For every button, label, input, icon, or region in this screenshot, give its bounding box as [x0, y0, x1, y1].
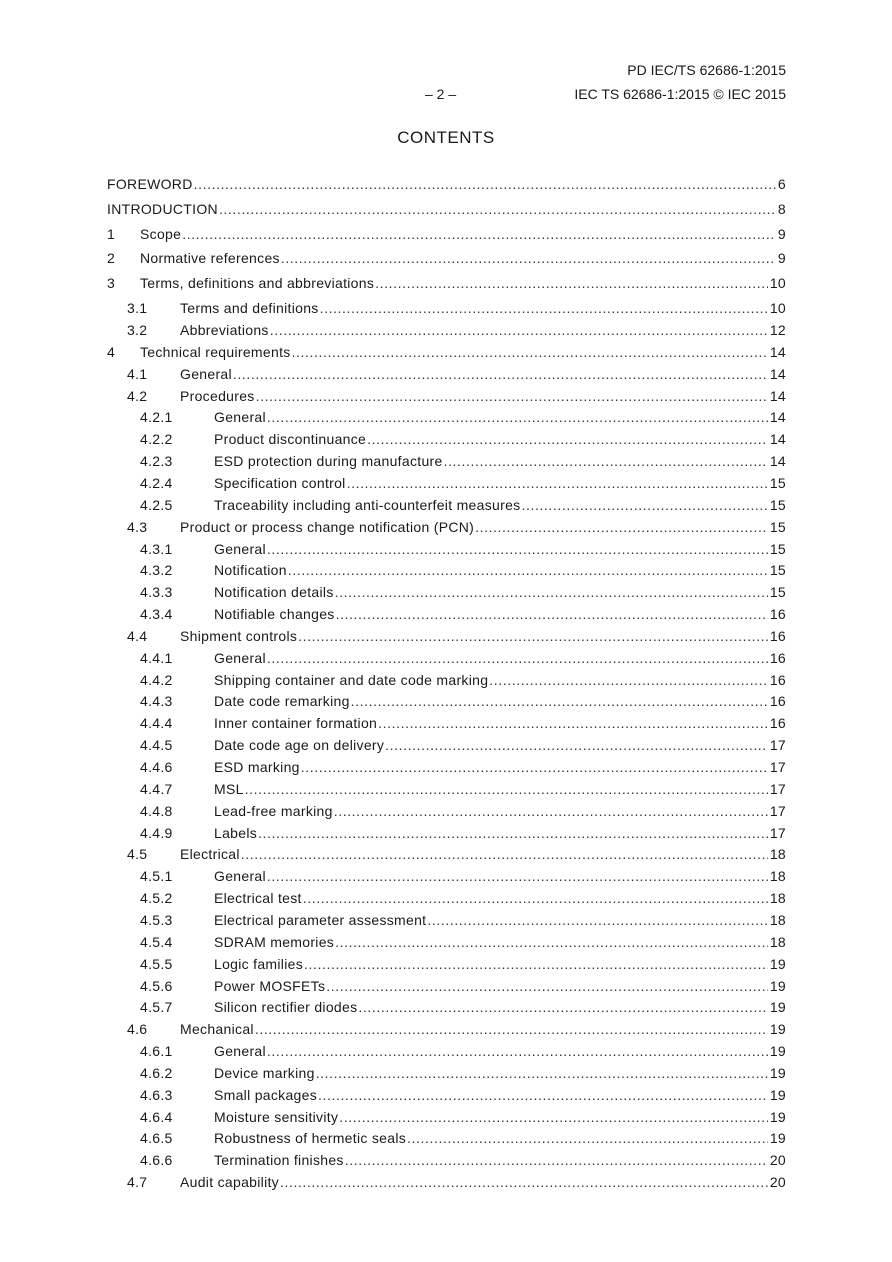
- dot-leader: [255, 1021, 768, 1037]
- toc-entry-number: 4.4.1: [140, 649, 173, 666]
- toc-entry-number: 4.5.6: [140, 977, 173, 994]
- toc-entry[interactable]: [107, 693, 786, 709]
- toc-entry-title: Small packages: [214, 1086, 318, 1103]
- toc-entry-title: Notification: [214, 562, 287, 579]
- dot-leader: [318, 1087, 768, 1103]
- toc-entry[interactable]: [107, 978, 786, 994]
- page-title: CONTENTS: [397, 128, 495, 147]
- toc-entry-page: 16: [769, 693, 786, 710]
- dot-leader: [219, 201, 776, 217]
- toc-entry-number: 2: [107, 250, 116, 267]
- toc-entry[interactable]: [107, 1065, 786, 1081]
- toc-entry-title: Abbreviations: [180, 322, 269, 338]
- toc-entry-page: 19: [769, 1108, 786, 1125]
- toc-entry[interactable]: [107, 1021, 786, 1037]
- dot-leader: [444, 453, 768, 469]
- toc-entry-page: 18: [769, 911, 786, 928]
- toc-entry-title: Traceability including anti-counterfeit measures: [214, 496, 521, 513]
- toc-entry-number: 4.4.9: [140, 824, 173, 841]
- toc-entry-number: 4.6.6: [140, 1152, 173, 1169]
- toc-entry-number: 4.5.4: [140, 933, 173, 950]
- toc-entry-number: 4.4.3: [140, 693, 173, 710]
- dot-leader: [427, 912, 767, 928]
- toc-entry-page: 18: [769, 868, 786, 885]
- toc-entry-title: Date code age on delivery: [214, 737, 385, 754]
- toc-entry-number: 4.2.1: [140, 409, 173, 426]
- toc-entry[interactable]: [107, 628, 786, 644]
- toc-entry-number: 4.3.2: [140, 562, 173, 579]
- toc-entry[interactable]: [107, 650, 786, 666]
- toc-entry-number: 4.5.1: [140, 868, 173, 885]
- dot-leader: [194, 176, 776, 192]
- toc-entry-page: 9: [777, 250, 786, 267]
- toc-entry-page: 14: [769, 365, 786, 382]
- toc-entry-page: 15: [769, 540, 786, 557]
- toc-entry-page: 14: [769, 409, 786, 426]
- dot-leader: [233, 366, 768, 382]
- toc-entry-page: 19: [769, 1043, 786, 1060]
- toc-entry[interactable]: [107, 846, 786, 862]
- toc-entry-page: 20: [769, 1174, 786, 1191]
- toc-entry-number: 4.6.3: [140, 1086, 173, 1103]
- toc-entry-title: Normative references: [140, 250, 280, 267]
- toc-entry[interactable]: [107, 715, 786, 731]
- toc-entry-page: 16: [769, 627, 786, 644]
- toc-entry-page: 19: [769, 955, 786, 972]
- toc-entry-number: 3.2: [127, 322, 148, 338]
- toc-entry-title: SDRAM memories: [214, 933, 335, 950]
- toc-entry-number: 3.1: [127, 300, 148, 316]
- dot-leader: [241, 846, 768, 862]
- toc-entry-title: Product discontinuance: [214, 431, 367, 448]
- toc-entry[interactable]: [107, 344, 786, 360]
- toc-entry-number: 4.7: [127, 1174, 148, 1191]
- toc-entry-number: 4.6.1: [140, 1043, 173, 1060]
- toc-entry-number: 4.5.5: [140, 955, 173, 972]
- toc-entry-page: 9: [777, 225, 786, 242]
- toc-entry-title: Electrical parameter assessment: [214, 911, 427, 928]
- toc-entry-page: 14: [769, 453, 786, 470]
- dot-leader: [303, 890, 768, 906]
- dot-leader: [267, 409, 768, 425]
- toc-entry-title: Power MOSFETs: [214, 977, 326, 994]
- toc-entry-page: 19: [769, 1021, 786, 1038]
- dot-leader: [256, 388, 768, 404]
- toc-entry-number: 4.3.1: [140, 540, 173, 557]
- toc-entry-title: Notification details: [214, 584, 334, 601]
- toc-entry[interactable]: [107, 562, 786, 578]
- toc-entry[interactable]: [107, 890, 786, 906]
- toc-entry-page: 17: [769, 780, 786, 797]
- dot-leader: [347, 475, 768, 491]
- toc-entry[interactable]: [107, 912, 786, 928]
- toc-entry-title: Silicon rectifier diodes: [214, 999, 358, 1016]
- toc-entry-page: 15: [769, 584, 786, 601]
- toc-entry-number: 4.3: [127, 518, 148, 535]
- header-page-number: – 2 –: [425, 86, 457, 102]
- toc-entry-page: 14: [769, 343, 786, 360]
- toc-entry-page: 15: [769, 496, 786, 513]
- toc-entry-title: MSL: [214, 780, 244, 797]
- toc-entry-number: 1: [107, 225, 116, 242]
- toc-entry-page: 8: [777, 200, 786, 217]
- toc-entry[interactable]: [107, 1174, 786, 1190]
- toc-entry-title: General: [214, 540, 266, 557]
- toc-entry[interactable]: [107, 275, 786, 291]
- dot-leader: [281, 250, 776, 266]
- toc-entry-title: Notifiable changes: [214, 606, 335, 623]
- dot-leader: [336, 606, 768, 622]
- toc-entry[interactable]: [107, 366, 786, 382]
- toc-entry[interactable]: [107, 781, 786, 797]
- dot-leader: [267, 1043, 768, 1059]
- toc-entry-number: 4.1: [127, 365, 148, 382]
- toc-entry-page: 19: [769, 1086, 786, 1103]
- toc-entry-title: ESD marking: [214, 759, 300, 775]
- dot-leader: [320, 300, 768, 316]
- toc-entry[interactable]: [107, 176, 786, 192]
- toc-entry-title: FOREWORD: [107, 176, 193, 192]
- toc-entry-page: 20: [769, 1152, 786, 1169]
- toc-entry[interactable]: [107, 250, 786, 266]
- toc-entry[interactable]: [107, 934, 786, 950]
- dot-leader: [301, 759, 768, 775]
- toc-entry-title: Electrical test: [214, 890, 302, 907]
- toc-entry-number: 4.2.3: [140, 453, 173, 470]
- toc-entry-number: 4.5.3: [140, 911, 173, 928]
- toc-entry-title: Termination finishes: [214, 1152, 344, 1169]
- toc-entry-number: 4.5.7: [140, 999, 173, 1016]
- dot-leader: [245, 781, 768, 797]
- dot-leader: [351, 693, 768, 709]
- toc-entry-page: 15: [769, 518, 786, 535]
- toc-entry-title: Product or process change notification (PCN): [180, 518, 475, 535]
- toc-entry-page: 19: [769, 999, 786, 1016]
- toc-entry-page: 14: [769, 431, 786, 448]
- toc-entry[interactable]: [107, 1130, 786, 1146]
- toc-entry-title: Technical requirements: [140, 343, 291, 360]
- toc-entry-page: 17: [769, 802, 786, 819]
- toc-entry-title: Procedures: [180, 387, 255, 404]
- toc-entry-page: 12: [769, 322, 786, 338]
- toc-entry-number: 4.4.6: [140, 759, 173, 775]
- toc-entry-page: 18: [769, 890, 786, 907]
- toc-entry-title: Shipping container and date code marking: [214, 671, 489, 688]
- toc-entry-title: Logic families: [214, 955, 304, 972]
- toc-entry[interactable]: [107, 868, 786, 884]
- toc-entry-page: 19: [769, 1130, 786, 1147]
- toc-entry[interactable]: [107, 956, 786, 972]
- toc-entry-page: 16: [769, 606, 786, 623]
- dot-leader: [270, 322, 768, 338]
- toc-entry-page: 10: [769, 300, 786, 316]
- toc-entry-page: 16: [769, 671, 786, 688]
- dot-leader: [407, 1130, 768, 1146]
- toc-entry[interactable]: [107, 453, 786, 469]
- dot-leader: [292, 344, 768, 360]
- toc-entry-page: 17: [769, 759, 786, 775]
- toc-entry-title: Lead-free marking: [214, 802, 333, 819]
- toc-entry-title: General: [214, 649, 266, 666]
- dot-leader: [385, 737, 768, 753]
- toc-entry-title: Audit capability: [180, 1174, 279, 1191]
- toc-entry-number: 4.6.4: [140, 1108, 173, 1125]
- toc-entry[interactable]: [107, 584, 786, 600]
- toc-entry[interactable]: [107, 803, 786, 819]
- toc-entry-number: 4.4.4: [140, 715, 173, 732]
- toc-entry-page: 14: [769, 387, 786, 404]
- toc-entry-number: 4.4.5: [140, 737, 173, 754]
- toc-entry[interactable]: [107, 519, 786, 535]
- toc-entry-page: 18: [769, 846, 786, 863]
- toc-entry-number: 4.5: [127, 846, 148, 863]
- toc-entry[interactable]: [107, 388, 786, 404]
- toc-entry-page: 19: [769, 977, 786, 994]
- toc-entry[interactable]: [107, 541, 786, 557]
- toc-entry-page: 16: [769, 715, 786, 732]
- header-copyright: IEC TS 62686-1:2015 © IEC 2015: [574, 86, 786, 102]
- toc-entry-number: 4.2.4: [140, 474, 173, 491]
- toc-entry[interactable]: [107, 1043, 786, 1059]
- toc-entry-number: 4.4: [127, 627, 148, 644]
- toc-entry-number: 4: [107, 343, 116, 360]
- toc-entry[interactable]: [107, 1109, 786, 1125]
- toc-entry[interactable]: [107, 226, 786, 242]
- toc-entry[interactable]: [107, 606, 786, 622]
- toc-entry[interactable]: [107, 999, 786, 1015]
- toc-entry[interactable]: [107, 737, 786, 753]
- dot-leader: [298, 628, 768, 644]
- toc-entry-title: Specification control: [214, 474, 346, 491]
- toc-entry-number: 4.6.2: [140, 1064, 173, 1081]
- toc-entry-page: 19: [769, 1064, 786, 1081]
- toc-entry-title: General: [214, 409, 266, 426]
- dot-leader: [182, 226, 776, 242]
- toc-entry-number: 3: [107, 275, 116, 292]
- toc-entry-number: 4.6: [127, 1021, 148, 1038]
- dot-leader: [288, 562, 768, 578]
- toc-entry[interactable]: [107, 475, 786, 491]
- toc-entry-title: Inner container formation: [214, 715, 378, 732]
- dot-leader: [345, 1152, 768, 1168]
- toc-entry-title: Scope: [140, 225, 182, 242]
- toc-entry-title: General: [214, 868, 266, 885]
- toc-entry-page: 17: [769, 737, 786, 754]
- toc-entry[interactable]: [107, 300, 786, 316]
- toc-entry-title: Mechanical: [180, 1021, 254, 1038]
- toc-entry-number: 4.2.5: [140, 496, 173, 513]
- toc-entry[interactable]: [107, 825, 786, 841]
- dot-leader: [339, 1109, 768, 1125]
- dot-leader: [304, 956, 768, 972]
- toc-entry-number: 4.3.3: [140, 584, 173, 601]
- dot-leader: [280, 1174, 768, 1190]
- dot-leader: [267, 650, 768, 666]
- toc-entry[interactable]: [107, 1152, 786, 1168]
- toc-entry-page: 17: [769, 824, 786, 841]
- header-standard-number: PD IEC/TS 62686-1:2015: [627, 62, 786, 78]
- toc-entry-number: 4.2: [127, 387, 148, 404]
- toc-entry-title: General: [214, 1043, 266, 1060]
- dot-leader: [358, 999, 767, 1015]
- dot-leader: [258, 825, 768, 841]
- toc-entry-title: Date code remarking: [214, 693, 350, 710]
- toc-entry-title: Robustness of hermetic seals: [214, 1130, 407, 1147]
- dot-leader: [267, 868, 768, 884]
- dot-leader: [316, 1065, 768, 1081]
- toc-entry[interactable]: [107, 1087, 786, 1103]
- toc-entry[interactable]: [107, 497, 786, 513]
- toc-entry-title: Moisture sensitivity: [214, 1108, 339, 1125]
- toc-entry-number: 4.4.2: [140, 671, 173, 688]
- toc-entry-number: 4.4.7: [140, 780, 173, 797]
- toc-entry-page: 18: [769, 933, 786, 950]
- toc-entry[interactable]: [107, 759, 786, 775]
- toc-entry[interactable]: [107, 201, 786, 217]
- toc-entry-number: 4.2.2: [140, 431, 173, 448]
- toc-entry-number: 4.4.8: [140, 802, 173, 819]
- toc-entry-title: Electrical: [180, 846, 240, 863]
- toc-entry-page: 6: [777, 176, 786, 192]
- toc-entry-title: Labels: [214, 824, 258, 841]
- toc-entry[interactable]: [107, 672, 786, 688]
- toc-entry-title: Shipment controls: [180, 627, 298, 644]
- toc-entry-title: General: [180, 365, 232, 382]
- toc-entry-page: 15: [769, 562, 786, 579]
- dot-leader: [334, 803, 768, 819]
- toc-entry-page: 10: [769, 275, 786, 292]
- toc-entry-number: 4.5.2: [140, 890, 173, 907]
- toc-entry[interactable]: [107, 431, 786, 447]
- toc-entry-number: 4.3.4: [140, 606, 173, 623]
- dot-leader: [267, 541, 768, 557]
- toc-entry-title: INTRODUCTION: [107, 200, 218, 217]
- toc-entry-title: Terms and definitions: [180, 300, 319, 316]
- dot-leader: [335, 584, 768, 600]
- dot-leader: [378, 715, 768, 731]
- dot-leader: [367, 431, 768, 447]
- toc-entry[interactable]: [107, 409, 786, 425]
- toc-entry-title: ESD protection during manufacture: [214, 453, 443, 470]
- dot-leader: [375, 275, 768, 291]
- dot-leader: [335, 934, 768, 950]
- toc-entry-title: Device marking: [214, 1064, 315, 1081]
- dot-leader: [489, 672, 768, 688]
- dot-leader: [326, 978, 768, 994]
- toc-entry[interactable]: [107, 322, 786, 338]
- dot-leader: [521, 497, 767, 513]
- toc-entry-page: 15: [769, 474, 786, 491]
- toc-entry-title: Terms, definitions and abbreviations: [140, 275, 375, 292]
- toc-entry-number: 4.6.5: [140, 1130, 173, 1147]
- toc-entry-page: 16: [769, 649, 786, 666]
- dot-leader: [475, 519, 768, 535]
